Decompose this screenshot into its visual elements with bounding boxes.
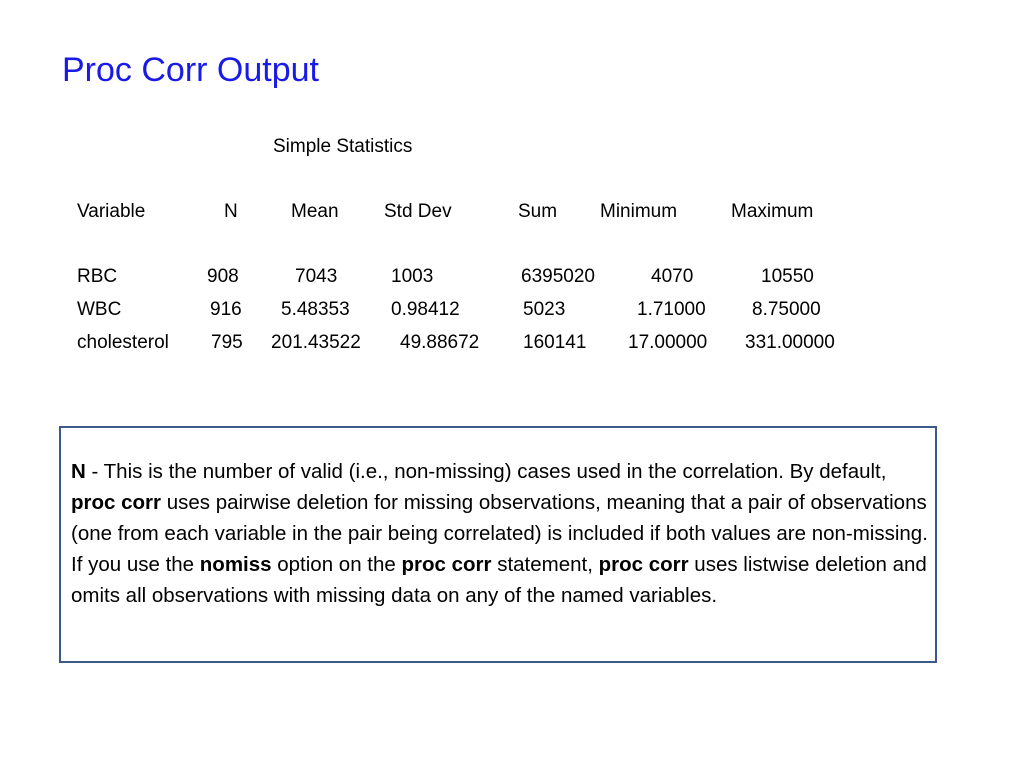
stats-caption: Simple Statistics	[273, 136, 413, 157]
row-wbc-std-dev: 0.98412	[391, 299, 460, 320]
row-cholesterol-variable: cholesterol	[77, 332, 169, 353]
header-minimum: Minimum	[600, 201, 678, 222]
row-wbc-maximum: 8.75000	[752, 299, 821, 320]
row-rbc-n: 908	[207, 266, 239, 287]
header-n: N	[224, 201, 238, 222]
note-term-proc-corr: proc corr	[71, 491, 161, 514]
note-text	[71, 456, 931, 611]
row-rbc-variable: RBC	[77, 266, 118, 287]
note-segment: - This is the number of valid (i.e., non-missing) cases used in the correlation. By default,	[85, 460, 887, 483]
note-segment: option on the	[271, 553, 402, 576]
note-term-nomiss: nomiss	[199, 553, 272, 576]
header-std-dev: Std Dev	[384, 201, 452, 222]
row-wbc-variable: WBC	[77, 299, 122, 320]
row-wbc-sum: 5023	[523, 299, 566, 320]
row-cholesterol-sum: 160141	[523, 332, 587, 353]
row-cholesterol-std-dev: 49.88672	[400, 332, 480, 353]
row-cholesterol-n: 795	[211, 332, 243, 353]
row-cholesterol-mean: 201.43522	[271, 332, 361, 353]
note-segment: statement,	[491, 553, 599, 576]
row-rbc-sum: 6395020	[521, 266, 595, 287]
row-rbc-std-dev: 1003	[391, 266, 434, 287]
row-rbc-mean: 7043	[295, 266, 338, 287]
row-wbc-minimum: 1.71000	[637, 299, 706, 320]
row-rbc-maximum: 10550	[761, 266, 814, 287]
row-wbc-mean: 5.48353	[281, 299, 350, 320]
note-term-proc-corr: proc corr	[598, 553, 689, 576]
header-sum: Sum	[518, 201, 558, 222]
note-segment: uses listwise deletion and omits all observations with missing data on any of the named variables.	[71, 553, 927, 607]
row-cholesterol-minimum: 17.00000	[628, 332, 708, 353]
slide-title: Proc Corr Output	[62, 51, 319, 89]
header-mean: Mean	[291, 201, 339, 222]
note-term-n: N	[71, 460, 86, 483]
header-variable: Variable	[77, 201, 146, 222]
row-cholesterol-maximum: 331.00000	[745, 332, 835, 353]
note-segment: uses pairwise deletion for missing observations, meaning that a pair of observations (one from each variable in the pair being correlated) is included if both values are non-missing. If you use the	[71, 491, 928, 576]
row-wbc-n: 916	[210, 299, 242, 320]
header-maximum: Maximum	[731, 201, 814, 222]
note-term-proc-corr: proc corr	[401, 553, 492, 576]
row-rbc-minimum: 4070	[651, 266, 694, 287]
note-box	[59, 426, 937, 663]
